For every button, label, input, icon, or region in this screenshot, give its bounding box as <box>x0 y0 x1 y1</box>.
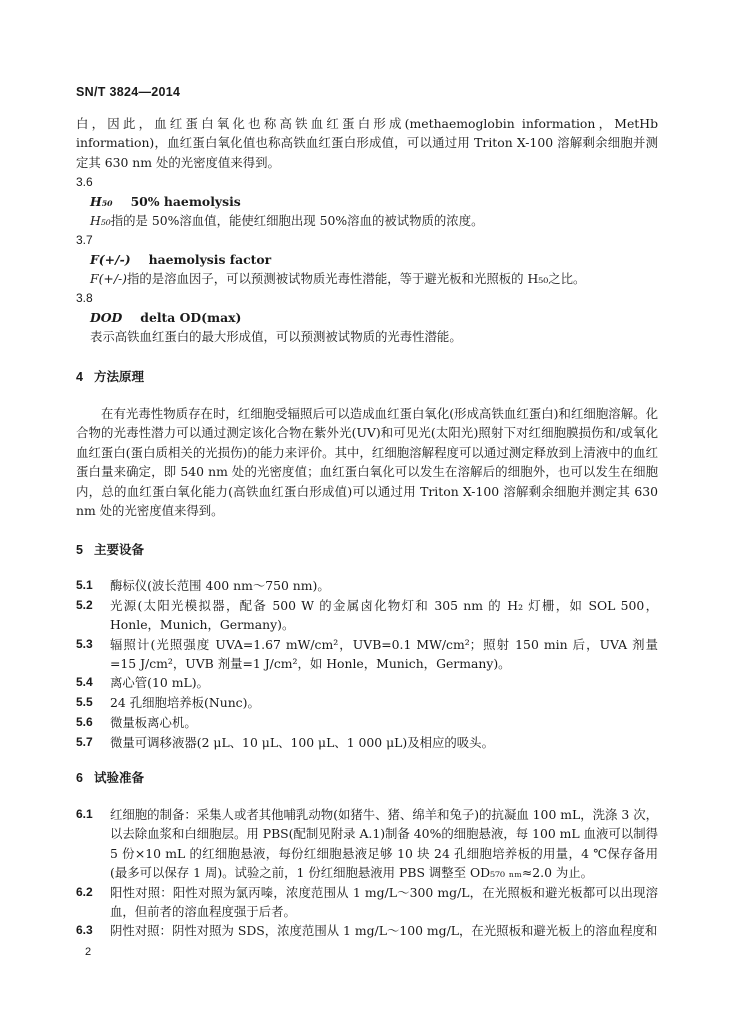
list-item: 5.4 离心管(10 mL)。 <box>76 675 209 691</box>
list-item: 5.2 光源(太阳光模拟器，配备 500 W 的金属卤化物灯和 305 nm 的 H₂ 灯栅，如 SOL 500，Honle，Munich，Germany)。 <box>76 597 658 633</box>
term-number: 3.6 <box>76 175 93 189</box>
term-symbol: F(+/-) <box>90 252 131 268</box>
term-title-en: 50% haemolysis <box>130 194 241 210</box>
term-title-en: haemolysis factor <box>148 252 272 268</box>
term-title <box>76 250 658 269</box>
list-item: 6.2 阳性对照：阳性对照为氯丙嗪，浓度范围从 1 mg/L～300 mg/L，在光照板和避光板都可以出现溶血，但前者的溶血程度强于后者。 <box>76 884 658 920</box>
section-title: 试验准备 <box>94 771 145 785</box>
equipment-list <box>76 576 658 753</box>
section-4 <box>76 368 658 387</box>
term-number: 3.8 <box>76 291 93 305</box>
term-symbol: DOD <box>90 310 123 326</box>
list-item: 6.1 红细胞的制备：采集人或者其他哺乳动物(如猪牛、猪、绵羊和兔子)的抗凝血 100 mL，洗涤 3 次，以去除血浆和白细胞层。用 PBS(配制见附录 A.1)制备 40%的细胞悬液，每 100 mL 血液可以制得 5 份×10 mL 的红细胞悬液，每份红细胞悬液足够 10 块 24 孔细胞培养板的用量，4 ℃保存备用(最多可以保存 1 周)。试验之前，1 份红细胞悬液用 PBS 调整至 OD₅₇₀ ₙₘ≈2.0 为止。 <box>76 807 658 881</box>
section-5 <box>76 541 658 560</box>
term-definition <box>76 269 658 288</box>
section-number: 5 <box>76 543 83 557</box>
term-symbol: H₅₀ <box>90 194 113 210</box>
term-definition: 表示高铁血红蛋白的最大形成值，可以预测被试物质的光毒性潜能。 <box>90 329 462 345</box>
preparation-list <box>76 805 658 941</box>
term-3-7 <box>76 231 658 289</box>
list-item: 5.3 辐照计(光照强度 UVA=1.67 mW/cm²，UVB=0.1 MW/cm²；照射 150 min 后，UVA 剂量=15 J/cm²，UVB 剂量=1 J/cm²，如 Honle，Munich，Germany)。 <box>76 636 658 672</box>
definition-symbol: H₅₀ <box>90 213 111 229</box>
section-heading <box>76 541 658 560</box>
term-number: 3.7 <box>76 233 93 247</box>
section-6 <box>76 769 658 788</box>
section-title: 主要设备 <box>94 543 145 557</box>
section-number: 6 <box>76 771 83 785</box>
document-code: SN/T 3824—2014 <box>76 85 181 99</box>
section-number: 4 <box>76 370 83 384</box>
section-title: 方法原理 <box>94 370 145 384</box>
term-3-8 <box>76 289 658 347</box>
page-number: 2 <box>85 946 92 958</box>
section-4-paragraph: 在有光毒性物质存在时，红细胞受辐照后可以造成血红蛋白氧化(形成高铁血红蛋白)和红细胞溶解。化合物的光毒性潜力可以通过测定该化合物在紫外光(UV)和可见光(太阳光)照射下对红细胞膜损伤和/或氧化血红蛋白(蛋白质相关的光损伤)的能力来评价。其中，红细胞溶解程度可以通过测定释放到上清液中的血红蛋白量来确定，即 540 nm 处的光密度值；血红蛋白氧化可以发生在溶解后的细胞外，也可以发生在细胞内，总的血红蛋白氧化能力(高铁血红蛋白形成值)可以通过用 Triton X-100 溶解剩余细胞并测定其 630 nm 处的光密度值来得到。 <box>76 406 658 519</box>
list-item: 5.5 24 孔细胞培养板(Nunc)。 <box>76 695 260 711</box>
list-item: 5.1 酶标仪(波长范围 400 nm～750 nm)。 <box>76 578 330 593</box>
section-4-body <box>76 404 658 520</box>
definition-symbol: F(+/-) <box>90 271 128 287</box>
section-heading <box>76 368 658 387</box>
intro-block <box>76 114 658 172</box>
list-item: 5.7 微量可调移液器(2 μL、10 μL、100 μL、1 000 μL)及相应的吸头。 <box>76 734 494 750</box>
definition-text: 指的是溶血因子，可以预测被试物质光毒性潜能，等于避光板和光照板的 H₅₀之比。 <box>127 271 586 287</box>
intro-paragraph: 白，因此，血红蛋白氧化也称高铁血红蛋白形成(methaemoglobin information，MetHb information)，血红蛋白氧化值也称高铁血红蛋白形成值，可以通过用 Triton X-100 溶解剩余细胞并测定其 630 nm 处的光密度值来得到。 <box>76 116 658 170</box>
list-item: 5.6 微量板离心机。 <box>76 715 197 731</box>
list-item: 6.3 阴性对照：阴性对照为 SDS，浓度范围从 1 mg/L～100 mg/L，在光照板和避光板上的溶血程度和 <box>76 923 658 939</box>
section-heading <box>76 769 658 788</box>
term-title <box>76 308 658 327</box>
term-3-6 <box>76 173 658 231</box>
term-title <box>76 192 658 211</box>
term-title-en: delta OD(max) <box>140 310 242 326</box>
definition-text: 指的是 50%溶血值，能使红细胞出现 50%溶血的被试物质的浓度。 <box>110 213 484 229</box>
term-definition <box>76 211 658 230</box>
